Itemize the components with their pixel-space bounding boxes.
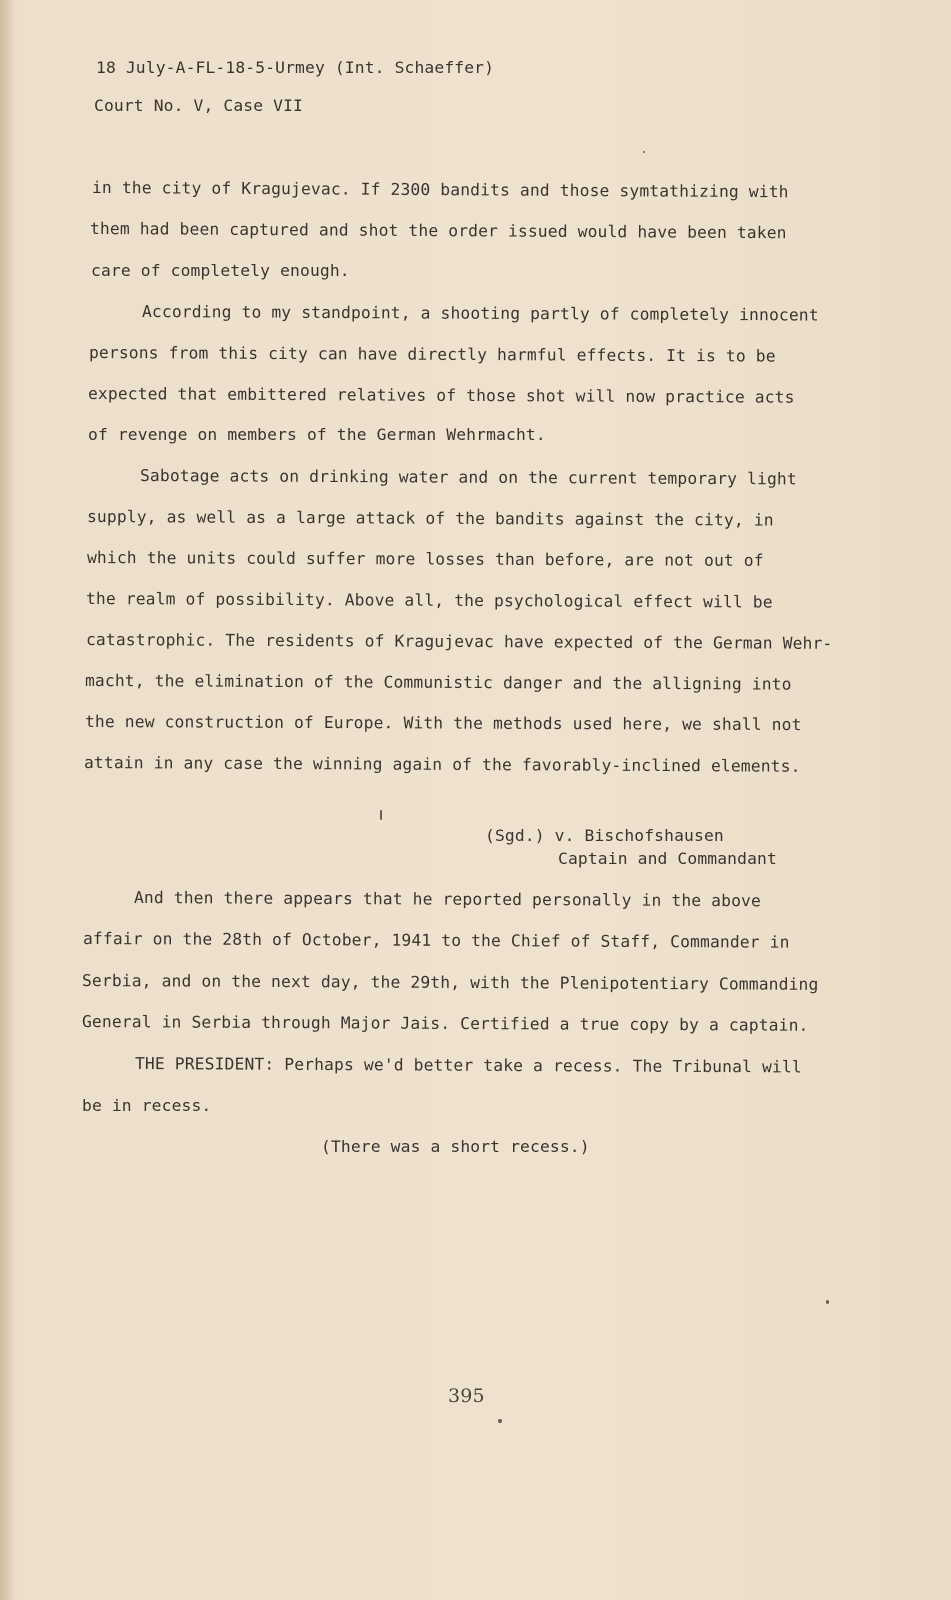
continuation-line: affair on the 28th of October, 1941 to the Chief of Staff, Commander in [82,929,790,952]
paper-speck [826,1300,829,1304]
body-line: them had been captured and shot the order issued would have been taken [89,219,787,243]
body-line: care of completely enough. [91,261,350,280]
body-line: in the city of Kragujevac. If 2300 bandits and those symtathizing with [91,178,789,202]
page-number: 395 [448,1385,485,1407]
header-line-2: Court No. V, Case VII [94,96,303,115]
body-line: supply, as well as a large attack of the bandits against the city, in [86,507,774,530]
signature-title: Captain and Commandant [558,849,777,868]
body-line: catastrophic. The residents of Kragujevac have expected of the German Wehr- [85,630,833,653]
body-line: the realm of possibility. Above all, the psychological effect will be [85,589,773,612]
body-line: Sabotage acts on drinking water and on the current temporary light [139,466,797,489]
paper-speck [380,810,382,820]
paper-speck [643,151,645,153]
continuation-line: General in Serbia through Major Jais. Certified a true copy by a captain. [81,1012,809,1035]
continuation-line: Serbia, and on the next day, the 29th, with the Plenipotentiary Commanding [81,971,819,994]
continuation-line: be in recess. [82,1096,212,1115]
body-line: of revenge on members of the German Wehrmacht. [88,425,546,444]
signature-name: (Sgd.) v. Bischofshausen [485,826,724,845]
body-line: expected that embittered relatives of those shot will now practice acts [87,384,795,407]
body-line: macht, the elimination of the Communistic danger and the alligning into [84,671,792,694]
paper-speck [498,1419,502,1423]
recess-note: (There was a short recess.) [321,1137,590,1156]
body-line: According to my standpoint, a shooting partly of completely innocent [141,302,819,325]
body-line: which the units could suffer more losses than before, are not out of [86,548,764,570]
body-line: the new construction of Europe. With the methods used here, we shall not [84,712,802,735]
body-line: persons from this city can have directly harmful effects. It is to be [88,343,776,366]
continuation-line: And then there appears that he reported personally in the above [133,888,762,911]
header-line-1: 18 July-A-FL-18-5-Urmey (Int. Schaeffer) [96,58,495,77]
president-statement: THE PRESIDENT: Perhaps we'd better take a recess. The Tribunal will [134,1054,802,1077]
body-line: attain in any case the winning again of the favorably-inclined elements. [83,753,801,776]
